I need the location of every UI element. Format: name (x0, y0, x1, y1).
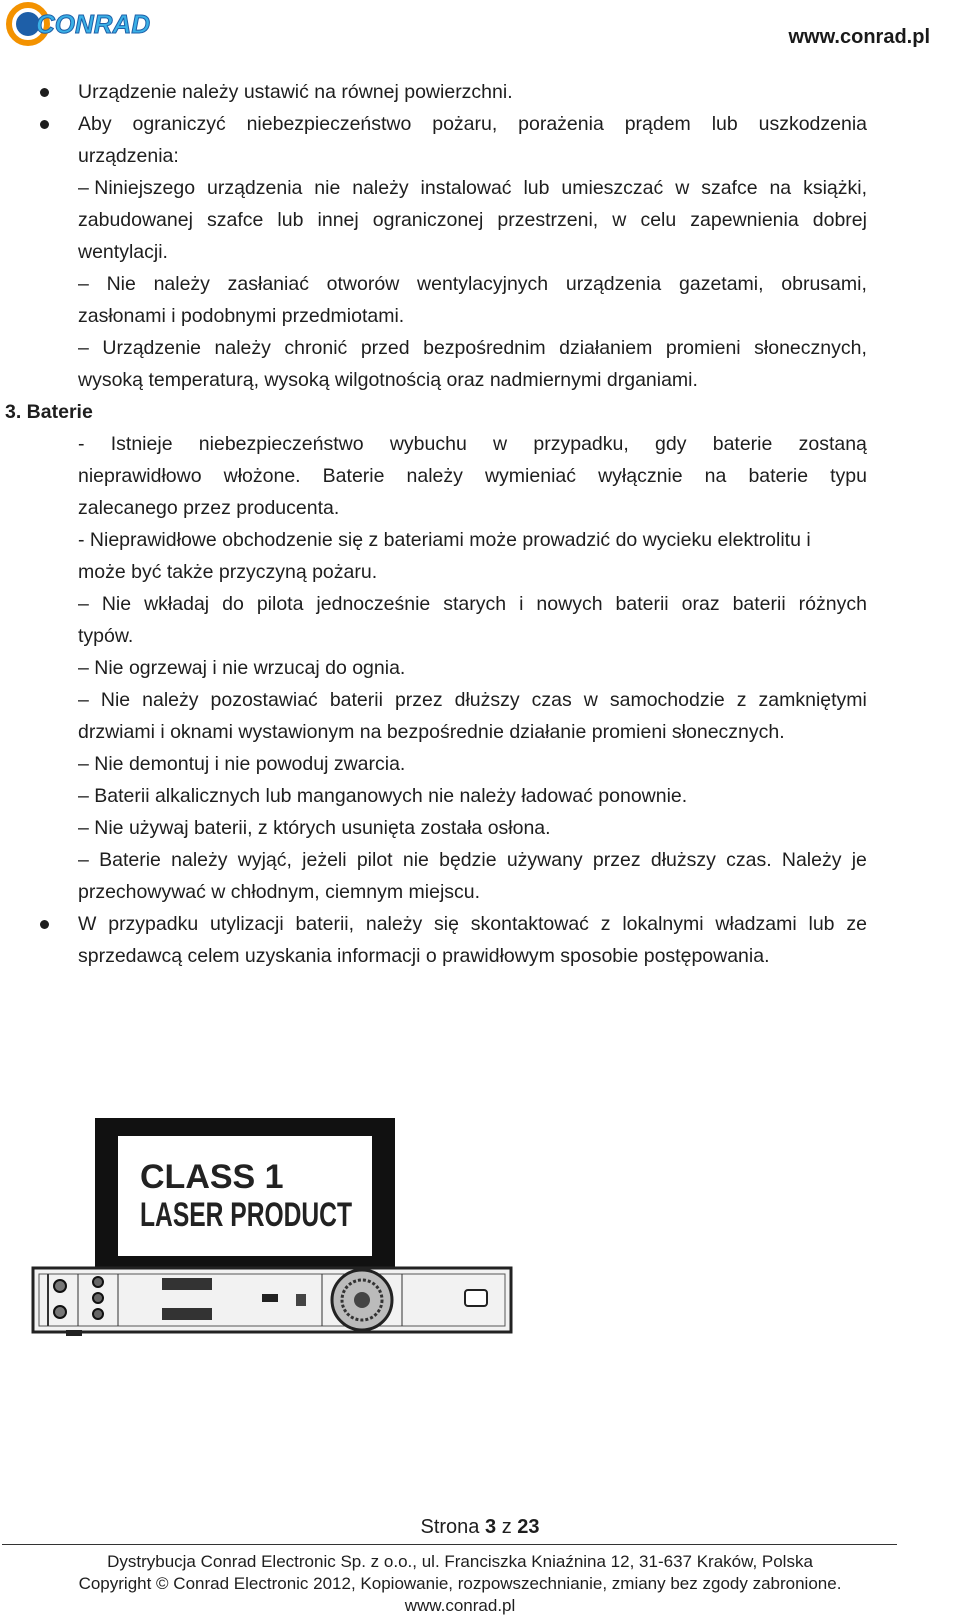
word: typu (830, 465, 867, 487)
word: do (222, 593, 244, 615)
word: – (78, 593, 89, 615)
conrad-logo (6, 2, 162, 46)
word: - (78, 433, 85, 455)
word: – (78, 337, 89, 359)
word: w (612, 209, 627, 231)
paragraph: – Nie używaj baterii, z których usunięta została osłona. (78, 817, 551, 839)
paragraph: zalecanego przez producenta. (78, 497, 340, 519)
word: w (493, 433, 508, 455)
page-separator: z (501, 1516, 512, 1538)
word: gdy (655, 433, 687, 455)
word: urządzenia (206, 177, 303, 199)
paragraph-justified (78, 204, 867, 236)
word: baterii, (295, 913, 355, 935)
word: gazetami, (679, 273, 764, 295)
word: lub (808, 913, 835, 935)
word: wyłącznie (598, 465, 683, 487)
word: i (519, 593, 524, 615)
word: nowych (536, 593, 603, 615)
word: przypadku (108, 913, 199, 935)
paragraph: sprzedawcą celem uzyskania informacji o prawidłowym sposobie postępowania. (78, 945, 770, 967)
paragraph-justified (78, 268, 867, 300)
footer-divider (2, 1544, 897, 1545)
paragraph: urządzenia: (78, 145, 179, 167)
word: nie (314, 177, 341, 199)
word: władzami (715, 913, 797, 935)
word: zasłaniać (227, 273, 309, 295)
word: niebezpieczeństwo (246, 113, 412, 135)
word: przypadku, (533, 433, 629, 455)
word: chronić (284, 337, 348, 359)
word: starych (443, 593, 507, 615)
word: przed (360, 337, 410, 359)
word: pilot (356, 849, 393, 871)
word: Urządzenie (102, 337, 202, 359)
page-total: 23 (517, 1516, 540, 1538)
word: jednocześnie (316, 593, 431, 615)
word: bezpośrednim (423, 337, 546, 359)
paragraph: zasłonami i podobnymi przedmiotami. (78, 305, 405, 327)
word: baterii (615, 593, 669, 615)
word: je (851, 849, 867, 871)
word: lub (711, 113, 738, 135)
word: Baterie (99, 849, 161, 871)
word: Baterie (322, 465, 385, 487)
word: należy (352, 177, 409, 199)
paragraph: wentylacji. (78, 241, 168, 263)
word: baterie (712, 433, 773, 455)
paragraph-justified (78, 332, 867, 364)
word: – (78, 273, 89, 295)
header-url[interactable]: www.conrad.pl (788, 26, 930, 48)
paragraph-justified (78, 588, 867, 620)
word: lokalnymi (622, 913, 704, 935)
word: na (769, 177, 792, 199)
word: dłuższy (650, 849, 716, 871)
word: z (600, 913, 611, 935)
word: celu (640, 209, 677, 231)
word: dłuższy (454, 689, 520, 711)
word: baterii (732, 593, 786, 615)
paragraph: wysoką temperaturą, wysoką wilgotnością oraz nadmiernymi drganiami. (78, 369, 698, 391)
word: na (704, 465, 727, 487)
word: będzie (439, 849, 497, 871)
word: ograniczonej (372, 209, 484, 231)
word: różnych (798, 593, 867, 615)
word: pozostawiać (210, 689, 318, 711)
word: Nie (100, 689, 131, 711)
word: zabudowanej (78, 209, 193, 231)
word: samochodzie (609, 689, 725, 711)
word: obrusami, (781, 273, 867, 295)
paragraph: Urządzenie należy ustawić na równej powierzchni. (78, 81, 513, 103)
word: należy (365, 913, 423, 935)
word: nie (402, 849, 429, 871)
word: wyjąć, (237, 849, 292, 871)
word: niebezpieczeństwo (198, 433, 364, 455)
word: instalować (420, 177, 512, 199)
paragraph: przechowywać w chłodnym, ciemnym miejscu. (78, 881, 481, 903)
word: zapewnienia (690, 209, 799, 231)
laser-label-line2: LASER PRODUCT (140, 1196, 353, 1234)
page-number (0, 1516, 960, 1539)
paragraph: może być także przyczyną pożaru. (78, 561, 378, 583)
word: otworów (326, 273, 400, 295)
word: należy (171, 849, 228, 871)
word: uszkodzenia (758, 113, 867, 135)
word: Aby (78, 113, 112, 135)
paragraph-justified (78, 460, 867, 492)
paragraph-justified (78, 108, 867, 140)
word: W (78, 913, 97, 935)
laser-device-illustration (30, 1118, 540, 1388)
word: oraz (681, 593, 720, 615)
word: przez (394, 689, 443, 711)
word: szafce (701, 177, 758, 199)
word: pożaru, (432, 113, 498, 135)
word: książki, (803, 177, 867, 199)
paragraph: – Baterii alkalicznych lub manganowych nie należy ładować ponownie. (78, 785, 688, 807)
word: umieszczać (561, 177, 664, 199)
bullet-icon (40, 120, 49, 129)
word: urządzenia (565, 273, 662, 295)
word: porażenia (518, 113, 604, 135)
page-current: 3 (485, 1516, 497, 1538)
word: zamkniętymi (758, 689, 867, 711)
paragraph-justified (78, 844, 867, 876)
paragraph: – Nie demontuj i nie powoduj zwarcia. (78, 753, 406, 775)
word: w (675, 177, 690, 199)
word: Nie (101, 593, 132, 615)
paragraph: drzwiami i oknami wystawionym na bezpośrednie działanie promieni słonecznych. (78, 721, 785, 743)
word: włożone. (223, 465, 301, 487)
word: promieni (665, 337, 741, 359)
word: innej (317, 209, 359, 231)
logo-text: CONRAD (36, 9, 151, 39)
word: utylizacji (210, 913, 284, 935)
word: słonecznych, (754, 337, 867, 359)
word: przestrzeni, (497, 209, 599, 231)
word: czas (531, 689, 572, 711)
paragraph-justified (78, 684, 867, 716)
word: prądem (624, 113, 691, 135)
word: z (736, 689, 747, 711)
paragraph: – Nie ogrzewaj i nie wrzucaj do ognia. (78, 657, 406, 679)
word: czas. (726, 849, 772, 871)
device-rear-panel (33, 1268, 511, 1336)
paragraph-justified (78, 428, 867, 460)
word: w (583, 689, 598, 711)
section-heading: 3. Baterie (5, 401, 93, 423)
paragraph-justified (78, 908, 867, 940)
word: lub (277, 209, 304, 231)
laser-label (95, 1118, 395, 1290)
word: wybuchu (389, 433, 467, 455)
paragraph-justified (78, 172, 867, 204)
word: ograniczyć (132, 113, 226, 135)
footer-url[interactable]: www.conrad.pl (404, 1596, 516, 1615)
word: działaniem (559, 337, 653, 359)
word: wentylacyjnych (417, 273, 549, 295)
word: Nie (106, 273, 136, 295)
word: dobrej (812, 209, 867, 231)
word: wkładaj (144, 593, 210, 615)
word: jeżeli (302, 849, 347, 871)
word: przez (592, 849, 641, 871)
paragraph: typów. (78, 625, 134, 647)
word: zostaną (798, 433, 867, 455)
word: szafce (207, 209, 264, 231)
word: – Niniejszego (78, 177, 196, 199)
word: wymieniać (484, 465, 576, 487)
word: należy (214, 337, 271, 359)
word: Istnieje (110, 433, 173, 455)
page-prefix: Strona (420, 1516, 480, 1538)
word: lub (523, 177, 550, 199)
word: Należy (781, 849, 842, 871)
footer-copyright: Copyright © Conrad Electronic 2012, Kopiowanie, rozpowszechnianie, zmiany bez zgody zabronione. (78, 1574, 842, 1593)
word: używany (506, 849, 583, 871)
word: ze (846, 913, 867, 935)
word: – (78, 849, 89, 871)
word: baterie (748, 465, 809, 487)
word: nieprawidłowo (78, 465, 202, 487)
bullet-icon (40, 920, 49, 929)
footer-distributor: Dystrybucja Conrad Electronic Sp. z o.o., ul. Franciszka Kniaźnina 12, 31-637 Kraków, Polska (107, 1552, 813, 1571)
bullet-icon (40, 88, 49, 97)
word: należy (406, 465, 463, 487)
word: pilota (256, 593, 304, 615)
laser-label-line1: CLASS 1 (140, 1158, 284, 1196)
word: baterii (329, 689, 383, 711)
word: należy (142, 689, 199, 711)
paragraph: - Nieprawidłowe obchodzenie się z bateriami może prowadzić do wycieku elektrolitu i (78, 529, 811, 551)
word: – (78, 689, 89, 711)
word: się (434, 913, 459, 935)
word: skontaktować (470, 913, 589, 935)
word: należy (153, 273, 210, 295)
